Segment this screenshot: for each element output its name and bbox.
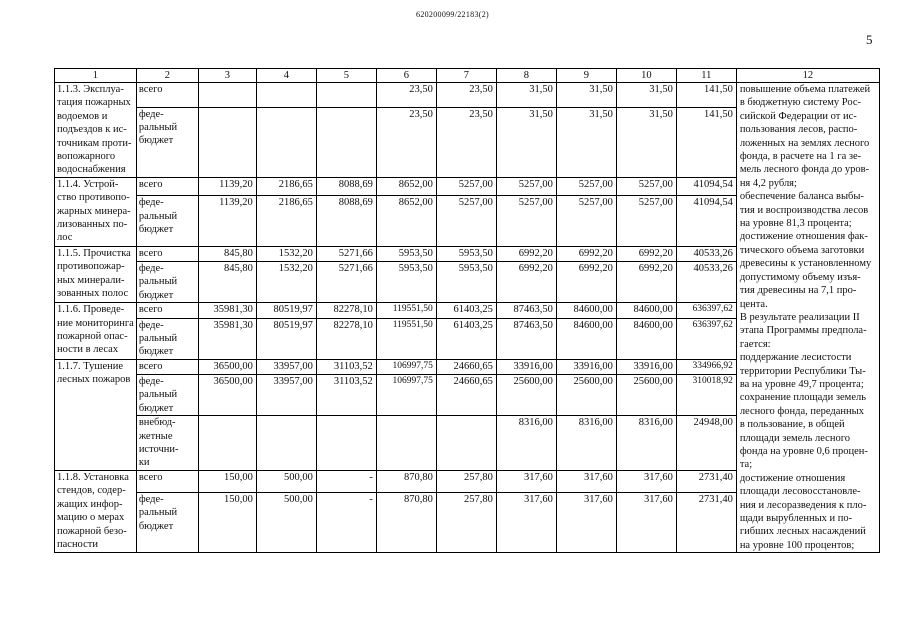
value-cell: 84600,00 [556, 318, 616, 359]
text-line: на уровне 81,3 процента; [739, 218, 852, 230]
text-line: лесных пожаров [57, 374, 131, 386]
value-cell: 40533,26 [676, 262, 736, 303]
value-cell: 24660,65 [436, 359, 496, 374]
value-cell: 500,00 [256, 492, 316, 552]
text-line: фонда, в расчете на 1 га зе- [739, 151, 862, 163]
text-line: зованных полос [57, 287, 129, 299]
text-line: допустимому объему изъя- [739, 271, 861, 283]
value-cell: 23,50 [376, 83, 436, 108]
value-cell: 257,80 [436, 470, 496, 492]
measure-name-cell [55, 246, 137, 303]
text-line: фонда на уровне 0,6 процен- [739, 445, 868, 457]
funding-source-cell [136, 375, 198, 416]
text-line: мацию о мерах [57, 512, 125, 524]
value-cell: 1139,20 [198, 177, 256, 195]
funding-source-cell [136, 318, 198, 359]
value-cell: 82278,10 [316, 303, 376, 318]
value-cell [198, 83, 256, 108]
measure-name-cell [55, 83, 137, 178]
funding-source-cell [136, 359, 198, 374]
value-cell: 1532,20 [256, 262, 316, 303]
value-cell: 1139,20 [198, 196, 256, 246]
text-line: ности в лесах [57, 344, 119, 356]
value-cell: 31,50 [556, 107, 616, 177]
text-line: подъездов к ис- [57, 124, 127, 136]
text-line: бюджет [138, 135, 174, 147]
value-cell: 84600,00 [616, 318, 676, 359]
value-cell: 33957,00 [256, 359, 316, 374]
text-line: жетные [138, 430, 173, 442]
value-cell: 5257,00 [496, 196, 556, 246]
value-cell: 80519,97 [256, 318, 316, 359]
text-line: жащих инфор- [57, 498, 123, 510]
value-cell [316, 416, 376, 471]
value-cell: 870,80 [376, 492, 436, 552]
text-line: ложенных на землях лесного [739, 137, 870, 149]
value-cell: 35981,30 [198, 303, 256, 318]
value-cell: 31,50 [496, 107, 556, 177]
value-cell: 24660,65 [436, 375, 496, 416]
text-line: цента. [739, 298, 768, 310]
value-cell: 310018,92 [676, 375, 736, 416]
value-cell: 870,80 [376, 470, 436, 492]
header-cell: 4 [256, 69, 316, 83]
value-cell: 5257,00 [436, 196, 496, 246]
value-cell: 5953,50 [436, 246, 496, 261]
budget-table [54, 68, 880, 553]
value-cell: 5271,66 [316, 246, 376, 261]
value-cell: 6992,20 [496, 246, 556, 261]
text-line: сохранение площади земель [739, 392, 867, 404]
value-cell: 31,50 [556, 83, 616, 108]
text-line: гается: [739, 338, 771, 350]
text-line: внебюд- [138, 417, 176, 429]
text-line: гибших лесных насаждений [739, 526, 866, 538]
text-line: ство противопо- [57, 192, 130, 204]
value-cell: 23,50 [376, 107, 436, 177]
value-cell: 106997,75 [376, 359, 436, 374]
value-cell: 84600,00 [556, 303, 616, 318]
value-cell: 36500,00 [198, 375, 256, 416]
text-line: ральный [138, 332, 178, 344]
text-line: на уровне 100 процентов; [739, 539, 855, 551]
text-line: всего [138, 360, 163, 372]
measure-name-cell [55, 303, 137, 360]
text-line: всего [138, 178, 163, 190]
measure-name-cell [55, 359, 137, 470]
value-cell: 33916,00 [556, 359, 616, 374]
value-cell: - [316, 492, 376, 552]
value-cell: 8652,00 [376, 196, 436, 246]
funding-source-cell [136, 196, 198, 246]
funding-source-cell [136, 303, 198, 318]
value-cell: 5953,50 [436, 262, 496, 303]
text-line: ральный [138, 210, 178, 222]
text-line: поддержание лесистости [739, 352, 852, 364]
text-line: лизованных по- [57, 219, 128, 231]
value-cell: 31103,52 [316, 375, 376, 416]
text-line: 1.1.5. Прочистка [57, 247, 131, 259]
text-line: пользования лесов, распо- [739, 124, 858, 136]
text-line: ральный [138, 389, 178, 401]
header-cell: 6 [376, 69, 436, 83]
value-cell: 845,80 [198, 246, 256, 261]
value-cell: 24948,00 [676, 416, 736, 471]
text-line: феде- [138, 493, 164, 505]
text-line: феде- [138, 376, 164, 388]
value-cell: 845,80 [198, 262, 256, 303]
text-line: жарных минера- [57, 205, 131, 217]
text-line: противопожар- [57, 261, 125, 273]
value-cell: 25600,00 [496, 375, 556, 416]
value-cell: 2186,65 [256, 196, 316, 246]
value-cell: 119551,50 [376, 318, 436, 359]
text-line: всего [138, 471, 163, 483]
text-line: древесины к установленному [739, 258, 872, 270]
header-row [55, 69, 880, 83]
value-cell: 31,50 [616, 83, 676, 108]
value-cell: 5953,50 [376, 262, 436, 303]
measure-name-cell [55, 177, 137, 246]
text-line: ральный [138, 121, 178, 133]
value-cell: 33957,00 [256, 375, 316, 416]
text-line: бюджет [138, 346, 174, 358]
funding-source-cell [136, 83, 198, 108]
value-cell: 61403,25 [436, 303, 496, 318]
header-cell: 10 [616, 69, 676, 83]
value-cell: 5257,00 [556, 177, 616, 195]
value-cell: 317,60 [556, 470, 616, 492]
text-line: стендов, содер- [57, 485, 126, 497]
value-cell: 150,00 [198, 470, 256, 492]
text-line: пожарной опас- [57, 331, 128, 343]
text-line: ных минерали- [57, 274, 125, 286]
value-cell: 257,80 [436, 492, 496, 552]
value-cell: 317,60 [616, 470, 676, 492]
value-cell: 6992,20 [556, 246, 616, 261]
value-cell: 119551,50 [376, 303, 436, 318]
value-cell [316, 83, 376, 108]
value-cell: 500,00 [256, 470, 316, 492]
funding-source-cell [136, 246, 198, 261]
value-cell: 8316,00 [616, 416, 676, 471]
header-cell: 9 [556, 69, 616, 83]
text-line: лос [57, 232, 73, 244]
text-line: феде- [138, 108, 164, 120]
value-cell: 25600,00 [616, 375, 676, 416]
text-line: 1.1.3. Эксплуа- [57, 84, 124, 95]
text-line: 1.1.7. Тушение [57, 360, 124, 372]
text-line: пожарной безо- [57, 525, 127, 537]
text-line: достижение отношения фак- [739, 231, 868, 243]
text-line: водоснабжения [57, 164, 126, 176]
text-line: в бюджетную систему Рос- [739, 97, 862, 109]
value-cell: 150,00 [198, 492, 256, 552]
value-cell: 82278,10 [316, 318, 376, 359]
funding-source-cell [136, 262, 198, 303]
value-cell: 6992,20 [616, 262, 676, 303]
text-line: ния и лесоразведения к пло- [739, 499, 867, 511]
text-line: лесного фонда, переданных [739, 405, 864, 417]
value-cell: 317,60 [496, 492, 556, 552]
header-cell: 8 [496, 69, 556, 83]
value-cell: 5271,66 [316, 262, 376, 303]
text-line: бюджет [138, 224, 174, 236]
funding-source-cell [136, 470, 198, 492]
value-cell: 31,50 [616, 107, 676, 177]
text-line: сийской Федерации от ис- [739, 110, 857, 122]
header-cell: 3 [198, 69, 256, 83]
value-cell [256, 107, 316, 177]
value-cell: 40533,26 [676, 246, 736, 261]
value-cell: 8088,69 [316, 177, 376, 195]
value-cell: 636397,62 [676, 318, 736, 359]
value-cell: 6992,20 [556, 262, 616, 303]
text-line: ние мониторинга [57, 317, 134, 329]
value-cell: 5953,50 [376, 246, 436, 261]
value-cell: - [316, 470, 376, 492]
value-cell: 8316,00 [556, 416, 616, 471]
text-line: тация пожарных [57, 97, 131, 109]
expected-results-cell [736, 83, 879, 553]
value-cell: 636397,62 [676, 303, 736, 318]
header-cell: 1 [55, 69, 137, 83]
text-line: территории Республики Ты- [739, 365, 866, 377]
value-cell: 80519,97 [256, 303, 316, 318]
header-cell: 5 [316, 69, 376, 83]
value-cell: 2731,40 [676, 470, 736, 492]
value-cell: 334966,92 [676, 359, 736, 374]
value-cell: 23,50 [436, 107, 496, 177]
text-line: феде- [138, 263, 164, 275]
text-line: 1.1.8. Установка [57, 471, 129, 483]
funding-source-cell [136, 492, 198, 552]
text-line: феде- [138, 319, 164, 331]
text-line: в пользование, в общей [739, 419, 845, 431]
value-cell [376, 416, 436, 471]
text-line: ва на уровне 49,7 процента; [739, 378, 864, 390]
text-line: этапа Программы предпола- [739, 325, 867, 337]
value-cell: 84600,00 [616, 303, 676, 318]
text-line: обеспечение баланса выбы- [739, 191, 864, 203]
value-cell: 317,60 [616, 492, 676, 552]
value-cell: 33916,00 [496, 359, 556, 374]
value-cell: 25600,00 [556, 375, 616, 416]
header-cell: 7 [436, 69, 496, 83]
header-cell: 11 [676, 69, 736, 83]
value-cell [256, 416, 316, 471]
text-line: тия древесины на 7,1 про- [739, 285, 857, 297]
text-line: достижение отношения [739, 472, 846, 484]
text-line: феде- [138, 197, 164, 209]
header-cell: 2 [136, 69, 198, 83]
value-cell: 317,60 [556, 492, 616, 552]
text-line: тия и воспроизводства лесов [739, 204, 869, 216]
value-cell: 5257,00 [496, 177, 556, 195]
value-cell [436, 416, 496, 471]
value-cell [198, 107, 256, 177]
text-line: повышение объема платежей [739, 84, 871, 95]
text-line: ки [138, 457, 150, 469]
value-cell: 87463,50 [496, 303, 556, 318]
value-cell: 6992,20 [616, 246, 676, 261]
value-cell: 31,50 [496, 83, 556, 108]
value-cell: 8088,69 [316, 196, 376, 246]
text-line: ральный [138, 507, 178, 519]
value-cell: 141,50 [676, 83, 736, 108]
funding-source-cell [136, 416, 198, 471]
text-line: всего [138, 247, 163, 259]
text-line: тического объема заготовки [739, 244, 865, 256]
value-cell: 87463,50 [496, 318, 556, 359]
value-cell: 2186,65 [256, 177, 316, 195]
text-line: водоемов и [57, 110, 108, 122]
table-row [55, 83, 880, 108]
text-line: мель лесного фонда до уров- [739, 164, 870, 176]
value-cell [256, 83, 316, 108]
value-cell: 5257,00 [616, 177, 676, 195]
value-cell: 41094,54 [676, 177, 736, 195]
value-cell: 141,50 [676, 107, 736, 177]
text-line: щади вырубленных и по- [739, 513, 853, 524]
value-cell: 317,60 [496, 470, 556, 492]
text-line: 1.1.6. Проведе- [57, 304, 125, 316]
text-line: бюджет [138, 520, 174, 532]
value-cell: 2731,40 [676, 492, 736, 552]
value-cell: 31103,52 [316, 359, 376, 374]
text-line: ня 4,2 рубля; [739, 177, 797, 189]
text-line: бюджет [138, 289, 174, 301]
page-number: 5 [866, 32, 873, 47]
value-cell [316, 107, 376, 177]
text-line: 1.1.4. Устрой- [57, 178, 119, 190]
header-cell: 12 [736, 69, 879, 83]
text-line: источни- [138, 444, 179, 456]
measure-name-cell [55, 470, 137, 552]
value-cell: 23,50 [436, 83, 496, 108]
value-cell: 1532,20 [256, 246, 316, 261]
funding-source-cell [136, 107, 198, 177]
text-line: площади земель лесного [739, 432, 851, 444]
value-cell: 5257,00 [436, 177, 496, 195]
text-line: всего [138, 304, 163, 316]
document-id: 620200099/22183(2) [416, 10, 489, 19]
text-line: всего [138, 84, 163, 95]
value-cell: 8316,00 [496, 416, 556, 471]
value-cell: 35981,30 [198, 318, 256, 359]
text-line: пасности [57, 538, 98, 550]
funding-source-cell [136, 177, 198, 195]
value-cell: 61403,25 [436, 318, 496, 359]
text-line: площади лесовосстановле- [739, 486, 861, 498]
text-line: та; [739, 459, 753, 471]
value-cell: 6992,20 [496, 262, 556, 303]
text-line: вопожарного [57, 151, 116, 163]
text-line: В результате реализации II [739, 311, 860, 323]
text-line: точникам проти- [57, 137, 132, 149]
value-cell: 36500,00 [198, 359, 256, 374]
value-cell: 8652,00 [376, 177, 436, 195]
text-line: бюджет [138, 402, 174, 414]
text-line: ральный [138, 276, 178, 288]
value-cell: 33916,00 [616, 359, 676, 374]
value-cell: 106997,75 [376, 375, 436, 416]
value-cell: 5257,00 [616, 196, 676, 246]
value-cell: 5257,00 [556, 196, 616, 246]
value-cell [198, 416, 256, 471]
value-cell: 41094,54 [676, 196, 736, 246]
